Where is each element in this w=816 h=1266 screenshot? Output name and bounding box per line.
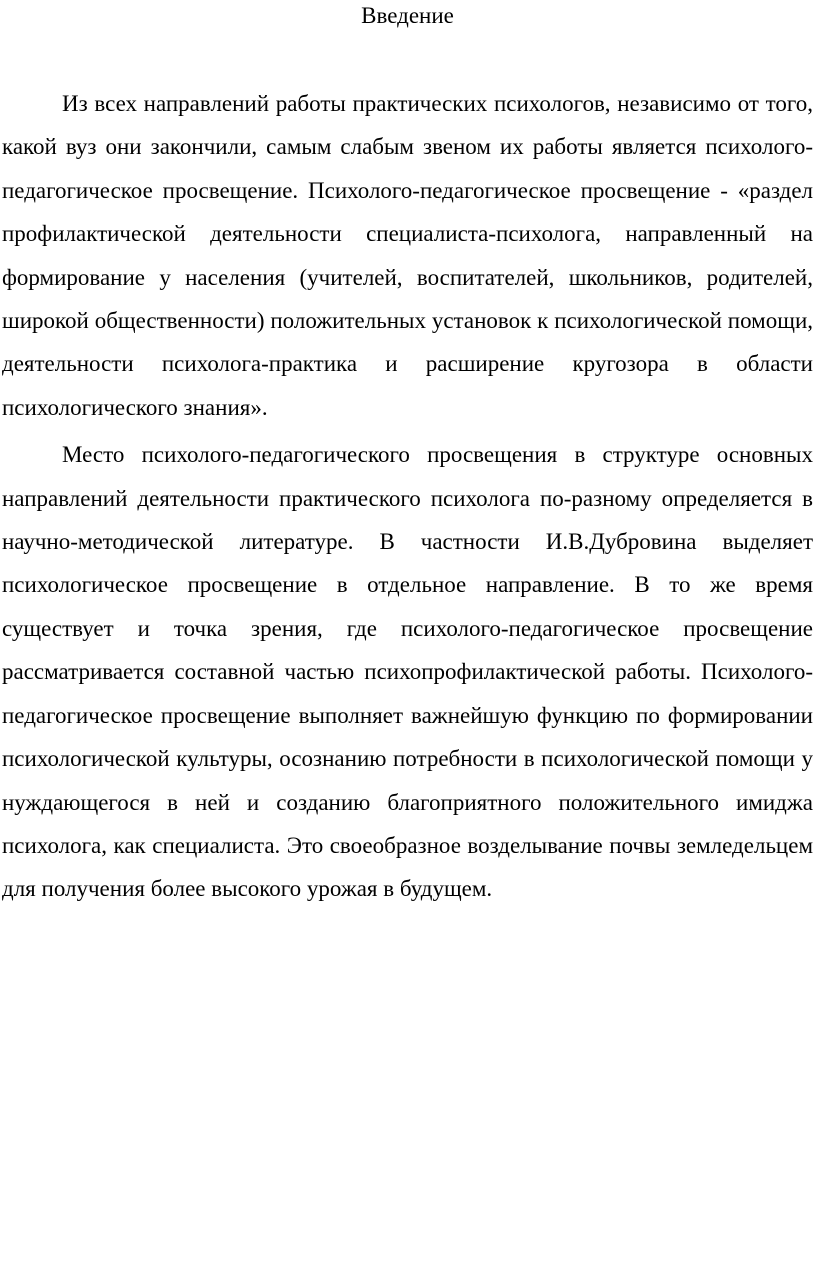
paragraph-place: Место психолого-педагогического просвещения в структуре основных направлений деятельности практического психолога по-разному определяется в научно-методической литературе. В частности И.В.Дубровина выделяет психологическое просвещение в отдельное направление. В то же время существует и точка зрения, где психолого-педагогическое просвещение рассматривается составной частью психопрофилактической работы. Психолого-педагогическое просвещение выполняет важнейшую функцию по формировании психологической культуры, осознанию потребности в психологической помощи у нуждающегося в ней и созданию благоприятного положительного имиджа психолога, как специалиста. Это своеобразное возделывание почвы земледельцем для получения более высокого урожая в будущем.: [2, 442, 813, 902]
paragraph-intro: Из всех направлений работы практических психологов, независимо от того, какой вуз они закончили, самым слабым звеном их работы является психолого-педагогическое просвещение. Психолого-педагогическое просвещение - «раздел профилактической деятельности специалиста-психолога, направленный на формирование у населения (учителей, воспитателей, школьников, родителей, широкой общественности) положительных установок к психологической помощи, деятельности психолога-практика и расширение кругозора в области психологического знания».: [2, 91, 813, 420]
page-title: Введение: [361, 3, 454, 28]
